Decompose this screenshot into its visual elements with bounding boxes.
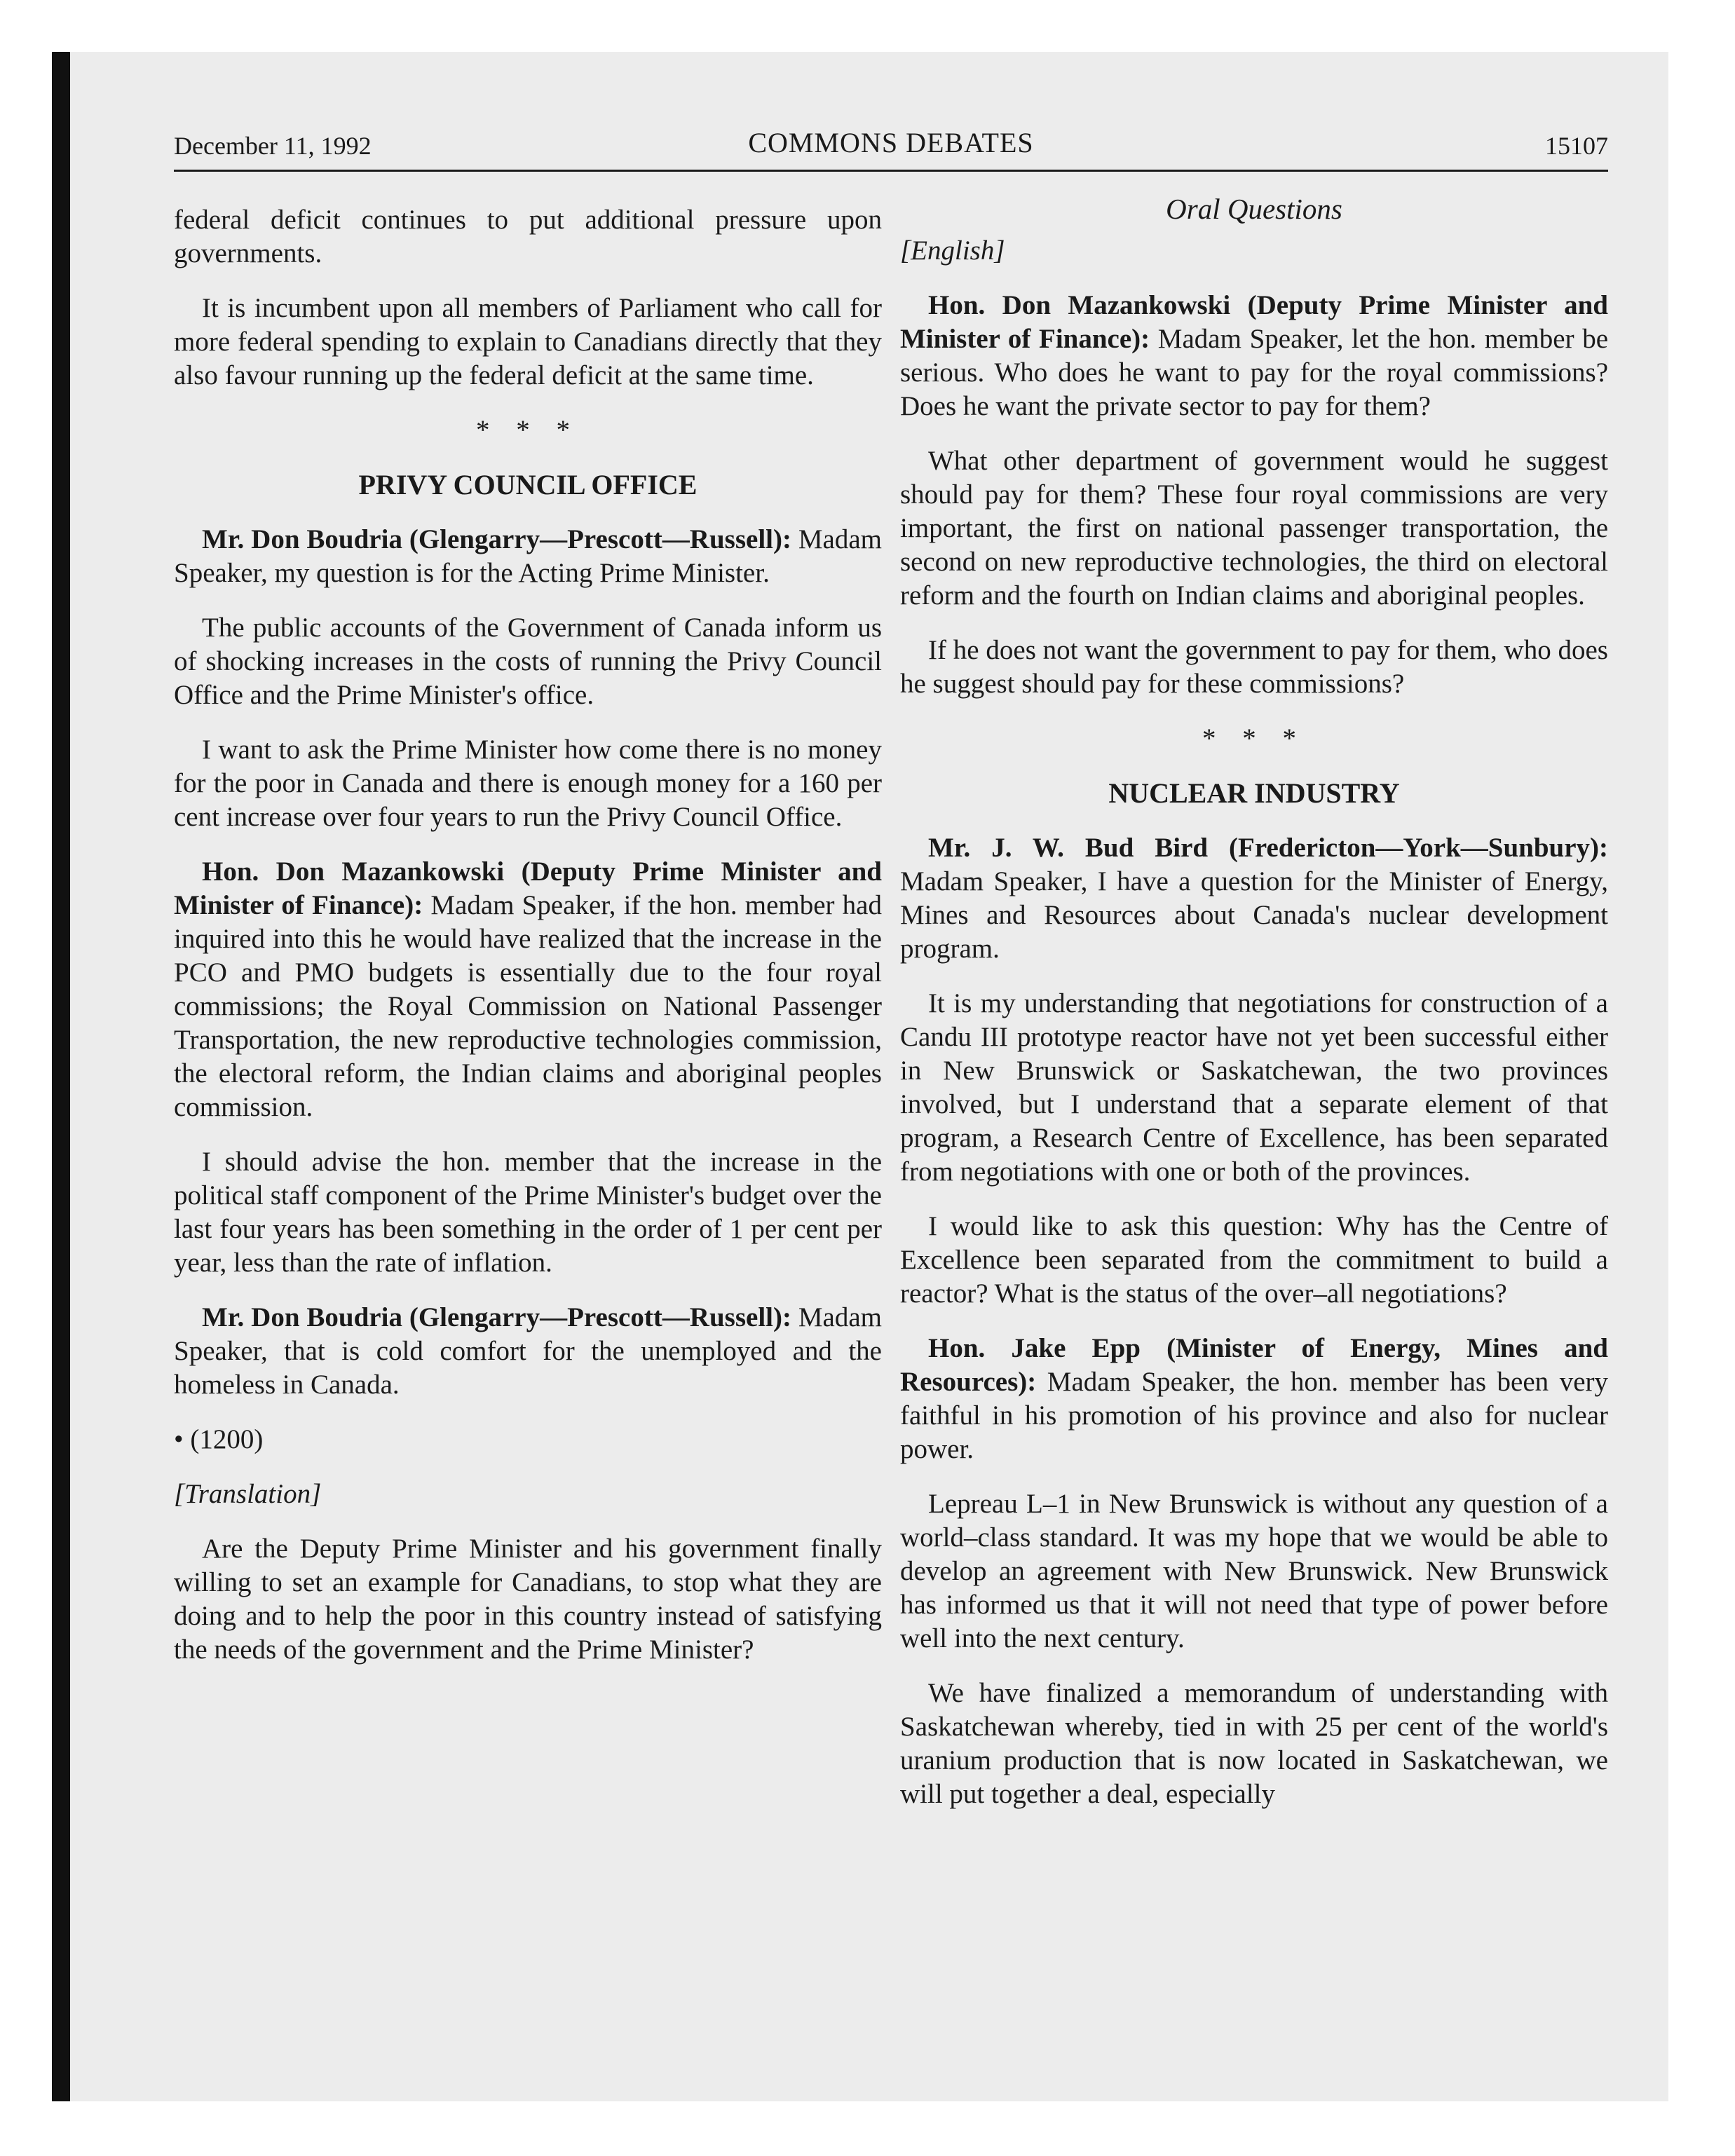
section-heading: NUCLEAR INDUSTRY: [1108, 777, 1400, 809]
speech-paragraph: [174, 523, 882, 590]
paragraph: Are the Deputy Prime Minister and his government finally willing to set an example for Canadians, to stop what they are doing and to help the poor in this country instead of satisfying the needs of the government and the Prime Minister?: [174, 1534, 882, 1665]
paragraph: Lepreau L–1 in New Brunswick is without any question of a world–class standard. It was my hope that we would be able to develop an agreement with New Brunswick. New Brunswick has informed us that it will not need that type of power before well into the next century.: [900, 1489, 1608, 1653]
header-date: December 11, 1992: [174, 132, 372, 160]
speech-text: Madam Speaker, let the hon. member be serious. Who does he want to pay for the royal commissions? Does he want the private sector to pay for them?: [900, 324, 1609, 421]
language-tag: [English]: [900, 236, 1005, 266]
section-heading: PRIVY COUNCIL OFFICE: [358, 469, 698, 500]
speaker-name: Mr. J. W. Bud Bird (Fredericton—York—Sunbury):: [928, 833, 1608, 863]
paragraph: federal deficit continues to put additional pressure upon governments.: [174, 205, 882, 268]
section-separator: * * *: [476, 415, 580, 445]
speaker-name: Mr. Don Boudria (Glengarry—Prescott—Russell):: [202, 1302, 791, 1332]
speaker-name: Hon. Don Mazankowski (Deputy Prime Minister and Minister of Finance):: [900, 290, 1608, 354]
time-stamp: • (1200): [174, 1424, 264, 1454]
speech-text: Madam Speaker, the hon. member has been very faithful in his promotion of his province and also for nuclear power.: [900, 1367, 1608, 1464]
paragraph: I should advise the hon. member that the increase in the political staff component of the Prime Minister's budget over the last four years has been something in the order of 1 per cent per year, less than the rate of inflation.: [174, 1147, 882, 1278]
section-separator: * * *: [1202, 723, 1306, 753]
speech-text: Madam Speaker, my question is for the Acting Prime Minister.: [174, 524, 883, 588]
section-title: Oral Questions: [1166, 193, 1342, 225]
header-rule: [174, 170, 1608, 172]
speech-text: Madam Speaker, if the hon. member had inquired into this he would have realized that the increase in the PCO and PMO budgets is essentially due to the four royal commissions; the Royal Commission on National Passenger Transportation, the new reproductive technologies commission, the electoral reform, the Indian claims and aboriginal peoples commission.: [174, 890, 882, 1122]
header-page-number: 15107: [1545, 132, 1608, 160]
language-tag: [Translation]: [174, 1479, 322, 1509]
speech-paragraph: [174, 855, 882, 1124]
paragraph: I would like to ask this question: Why has the Centre of Excellence been separated from the commitment to build a reactor? What is the status of the over–all negotiations?: [900, 1211, 1608, 1309]
right-column: [900, 193, 1609, 1811]
speech-text: Madam Speaker, that is cold comfort for the unemployed and the homeless in Canada.: [174, 1302, 883, 1400]
speaker-name: Mr. Don Boudria (Glengarry—Prescott—Russell):: [202, 524, 791, 554]
speech-paragraph: [900, 1332, 1608, 1466]
speech-paragraph: [900, 831, 1608, 966]
speech-paragraph: [174, 1301, 882, 1402]
header-publication: COMMONS DEBATES: [748, 127, 1034, 158]
paragraph: It is my understanding that negotiations for construction of a Candu III prototype reactor have not yet been successful either in New Brunswick or Saskatchewan, the two provinces involved, but I understand that a separate element of that program, a Research Centre of Excellence, has been separated from negotiations with one or both of the provinces.: [900, 988, 1608, 1187]
paragraph: I want to ask the Prime Minister how come there is no money for the poor in Canada and there is enough money for a 160 per cent increase over four years to run the Privy Council Office.: [174, 735, 882, 832]
left-column: [174, 203, 882, 1667]
paragraph: What other department of government would he suggest should pay for them? These four royal commissions are very important, the first on national passenger transportation, the second on new reproductive technologies, the third on electoral reform and the fourth on Indian claims and aboriginal peoples.: [900, 446, 1608, 610]
paragraph: If he does not want the government to pay for them, who does he suggest should pay for these commissions?: [900, 635, 1608, 699]
speaker-name: Hon. Don Mazankowski (Deputy Prime Minister and Minister of Finance):: [174, 857, 882, 920]
paragraph: It is incumbent upon all members of Parliament who call for more federal spending to explain to Canadians directly that they also favour running up the federal deficit at the same time.: [174, 293, 882, 390]
paragraph: We have finalized a memorandum of understanding with Saskatchewan whereby, tied in with 25 per cent of the world's uranium production that is now located in Saskatchewan, we will put together a deal, especially: [900, 1678, 1608, 1809]
speaker-name: Hon. Jake Epp (Minister of Energy, Mines and Resources):: [900, 1333, 1608, 1397]
hansard-page: [174, 126, 1608, 2019]
paragraph: The public accounts of the Government of Canada inform us of shocking increases in the costs of running the Privy Council Office and the Prime Minister's office.: [174, 613, 882, 710]
running-header: [174, 126, 1608, 170]
speech-paragraph: [900, 289, 1608, 423]
scan-binding-edge: [52, 52, 70, 2101]
speech-text: Madam Speaker, I have a question for the Minister of Energy, Mines and Resources about Canada's nuclear development program.: [900, 866, 1608, 964]
